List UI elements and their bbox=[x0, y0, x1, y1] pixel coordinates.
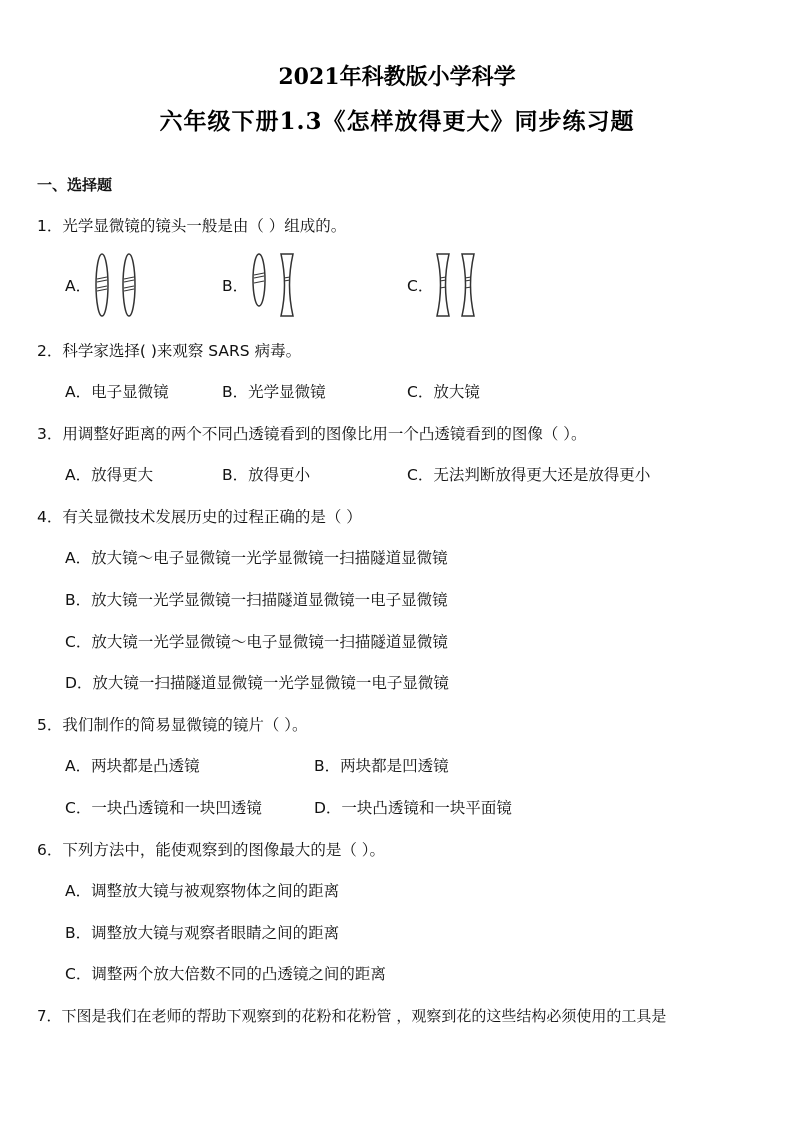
question-5-option-d[interactable]: D．一块凸透镜和一块平面镜 bbox=[314, 799, 512, 817]
question-5-option-a[interactable]: A．两块都是凸透镜 bbox=[65, 757, 200, 775]
question-4-stem: 4．有关显微技术发展历史的过程正确的是（ ） bbox=[37, 508, 362, 526]
document-subtitle: 六年级下册1.3《怎样放得更大》同步练习题 bbox=[159, 108, 635, 135]
convex-lens-pair-icon bbox=[91, 252, 145, 318]
question-6-stem: 6．下列方法中，能使观察到的图像最大的是（ ）。 bbox=[37, 841, 386, 859]
question-5-option-c[interactable]: C．一块凸透镜和一块凹透镜 bbox=[65, 799, 262, 817]
question-4-option-a[interactable]: A．放大镜～电子显微镜一光学显微镜一扫描隧道显微镜 bbox=[65, 549, 448, 567]
convex-lens-icon bbox=[123, 254, 135, 316]
question-4-option-b[interactable]: B．放大镜一光学显微镜一扫描隧道显微镜一电子显微镜 bbox=[65, 591, 448, 609]
question-6-option-b[interactable]: B．调整放大镜与观察者眼睛之间的距离 bbox=[65, 924, 340, 942]
convex-lens-icon bbox=[96, 254, 108, 316]
question-4-option-c[interactable]: C．放大镜一光学显微镜～电子显微镜一扫描隧道显微镜 bbox=[65, 633, 448, 651]
question-6-option-c[interactable]: C．调整两个放大倍数不同的凸透镜之间的距离 bbox=[65, 965, 386, 983]
question-5-option-b[interactable]: B．两块都是凹透镜 bbox=[314, 757, 449, 775]
convex-concave-lens-pair-icon bbox=[248, 252, 298, 318]
question-5-stem: 5．我们制作的简易显微镜的镜片（ ）。 bbox=[37, 716, 308, 734]
question-4-option-d[interactable]: D．放大镜一扫描隧道显微镜一光学显微镜一电子显微镜 bbox=[65, 674, 449, 692]
question-3-option-a[interactable]: A．放得更大 bbox=[65, 466, 154, 484]
option-label: A． bbox=[65, 277, 92, 295]
convex-lens-icon bbox=[253, 254, 265, 306]
question-6-option-a[interactable]: A．调整放大镜与被观察物体之间的距离 bbox=[65, 882, 340, 900]
question-7-stem: 7．下图是我们在老师的帮助下观察到的花粉和花粉管 ，观察到花的这些结构必须使用的工具是 bbox=[37, 1007, 667, 1025]
question-2-option-c[interactable]: C．放大镜 bbox=[407, 383, 480, 401]
question-3-option-c[interactable]: C．无法判断放得更大还是放得更小 bbox=[407, 466, 651, 484]
concave-lens-icon bbox=[281, 254, 293, 316]
question-2-option-b[interactable]: B．光学显微镜 bbox=[222, 383, 326, 401]
option-label: C． bbox=[407, 277, 434, 295]
concave-lens-icon bbox=[462, 254, 474, 316]
concave-lens-icon bbox=[437, 254, 449, 316]
option-label: B． bbox=[222, 277, 249, 295]
question-3-option-b[interactable]: B．放得更小 bbox=[222, 466, 311, 484]
question-3-stem: 3．用调整好距离的两个不同凸透镜看到的图像比用一个凸透镜看到的图像（ ）。 bbox=[37, 425, 587, 443]
question-2-stem: 2．科学家选择( )来观察 SARS 病毒。 bbox=[37, 342, 302, 360]
document-title: 2021年科教版小学科学 bbox=[278, 64, 516, 90]
question-1-stem: 1．光学显微镜的镜头一般是由（ ）组成的。 bbox=[37, 217, 347, 235]
section-heading: 一、选择题 bbox=[37, 176, 113, 194]
question-2-option-a[interactable]: A．电子显微镜 bbox=[65, 383, 169, 401]
concave-lens-pair-icon bbox=[433, 252, 483, 318]
